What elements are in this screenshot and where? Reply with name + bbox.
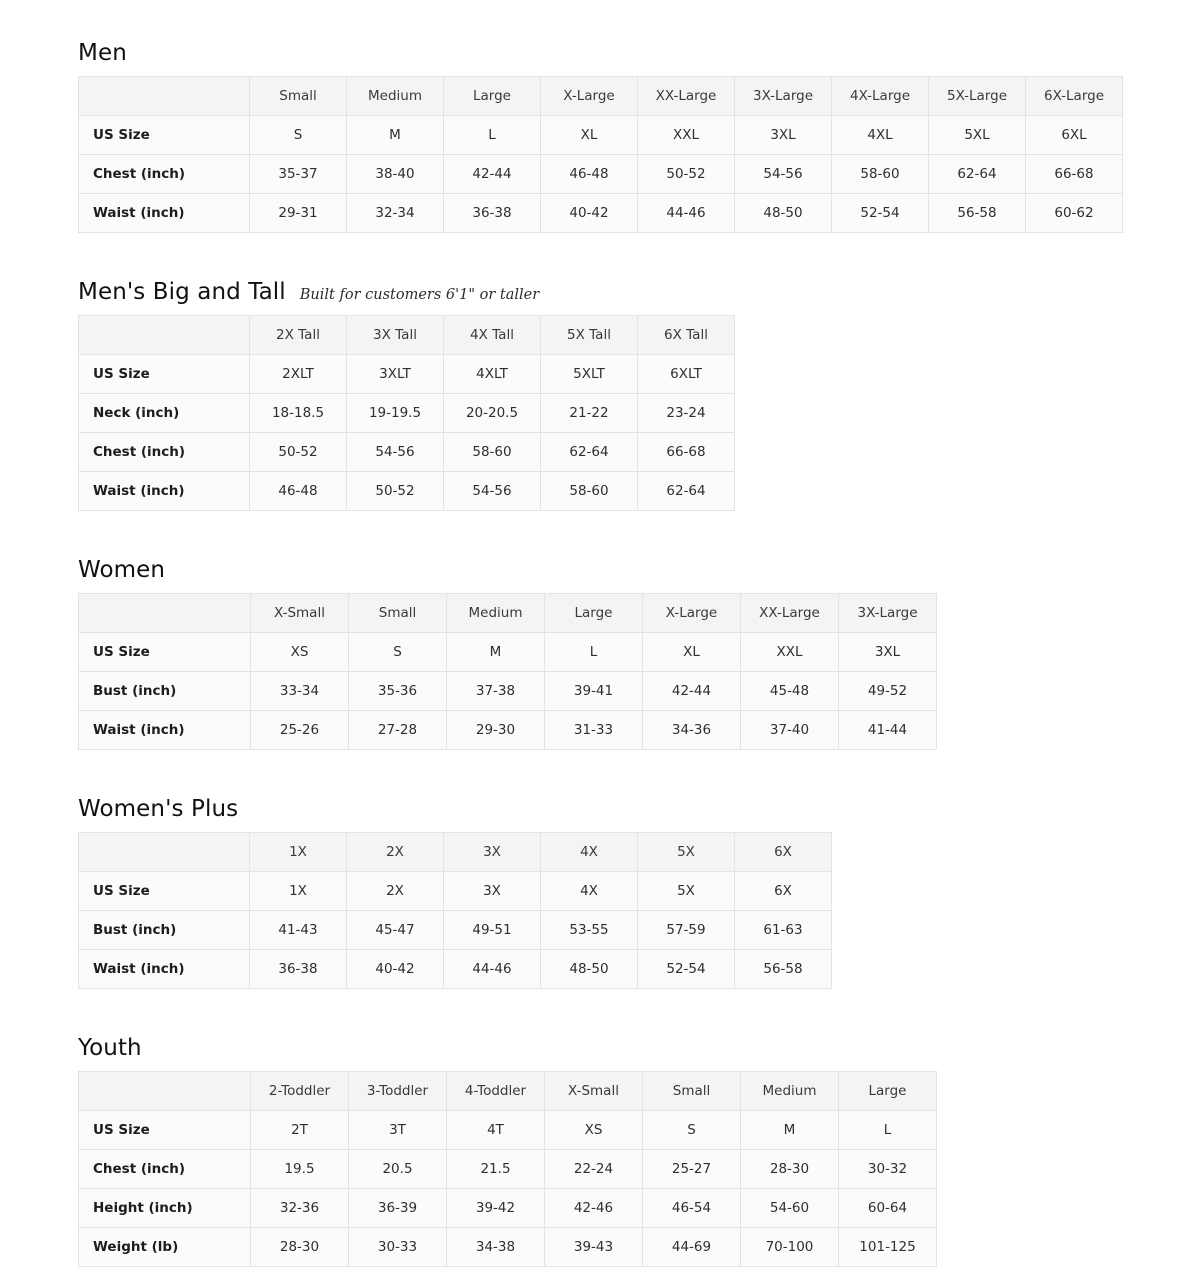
section-spacer bbox=[78, 750, 1128, 796]
table-cell: 58-60 bbox=[541, 472, 638, 511]
section-spacer bbox=[78, 511, 1128, 557]
table-cell: 50-52 bbox=[347, 472, 444, 511]
size-table bbox=[78, 832, 832, 989]
table-cell: 44-46 bbox=[444, 950, 541, 989]
table-cell: 49-51 bbox=[444, 911, 541, 950]
table-cell: S bbox=[349, 633, 447, 672]
size-section bbox=[0, 989, 1200, 1267]
column-header: Large bbox=[444, 77, 541, 116]
row-header: Chest (inch) bbox=[79, 155, 250, 194]
column-header: XX-Large bbox=[638, 77, 735, 116]
section-note: Built for customers 6'1" or taller bbox=[299, 287, 540, 303]
section-title: Men's Big and Tall bbox=[78, 279, 286, 305]
table-row bbox=[79, 711, 937, 750]
table-cell: 30-33 bbox=[349, 1228, 447, 1267]
column-header: Medium bbox=[347, 77, 444, 116]
size-section bbox=[0, 0, 1200, 233]
table-cell: 4X bbox=[541, 872, 638, 911]
table-cell: 3X bbox=[444, 872, 541, 911]
table-cell: 27-28 bbox=[349, 711, 447, 750]
table-cell: 58-60 bbox=[832, 155, 929, 194]
table-cell: 62-64 bbox=[541, 433, 638, 472]
column-header: 5X Tall bbox=[541, 316, 638, 355]
table-cell: 50-52 bbox=[250, 433, 347, 472]
section-title: Women bbox=[78, 557, 166, 583]
table-row bbox=[79, 1150, 937, 1189]
row-header: US Size bbox=[79, 633, 251, 672]
table-cell: 29-30 bbox=[447, 711, 545, 750]
table-row bbox=[79, 433, 735, 472]
table-cell: 28-30 bbox=[741, 1150, 839, 1189]
table-cell: M bbox=[741, 1111, 839, 1150]
size-section bbox=[0, 750, 1200, 989]
table-cell: 58-60 bbox=[444, 433, 541, 472]
table-cell: 44-69 bbox=[643, 1228, 741, 1267]
column-header: Small bbox=[250, 77, 347, 116]
column-header: 2-Toddler bbox=[251, 1072, 349, 1111]
table-cell: 66-68 bbox=[638, 433, 735, 472]
column-header: 5X bbox=[638, 833, 735, 872]
table-cell: 6XL bbox=[1026, 116, 1123, 155]
table-cell: L bbox=[444, 116, 541, 155]
table-cell: 3XL bbox=[735, 116, 832, 155]
table-cell: 2X bbox=[347, 872, 444, 911]
table-cell: 37-38 bbox=[447, 672, 545, 711]
column-header: Medium bbox=[447, 594, 545, 633]
section-header bbox=[78, 279, 1128, 305]
table-corner-cell bbox=[79, 594, 251, 633]
column-header: X-Large bbox=[541, 77, 638, 116]
table-cell: 62-64 bbox=[638, 472, 735, 511]
table-cell: 46-48 bbox=[250, 472, 347, 511]
table-cell: 4T bbox=[447, 1111, 545, 1150]
table-cell: 21.5 bbox=[447, 1150, 545, 1189]
table-cell: 20-20.5 bbox=[444, 394, 541, 433]
column-header: 5X-Large bbox=[929, 77, 1026, 116]
table-row bbox=[79, 116, 1123, 155]
table-cell: 34-38 bbox=[447, 1228, 545, 1267]
table-cell: 5X bbox=[638, 872, 735, 911]
table-cell: 32-36 bbox=[251, 1189, 349, 1228]
table-cell: 35-37 bbox=[250, 155, 347, 194]
row-header: Bust (inch) bbox=[79, 672, 251, 711]
table-cell: 32-34 bbox=[347, 194, 444, 233]
table-cell: 44-46 bbox=[638, 194, 735, 233]
column-header: Large bbox=[839, 1072, 937, 1111]
table-cell: 5XLT bbox=[541, 355, 638, 394]
table-cell: S bbox=[643, 1111, 741, 1150]
section-title: Men bbox=[78, 40, 127, 66]
section-spacer bbox=[78, 233, 1128, 279]
table-cell: 54-60 bbox=[741, 1189, 839, 1228]
table-corner-cell bbox=[79, 833, 250, 872]
table-cell: 1X bbox=[250, 872, 347, 911]
table-cell: 60-64 bbox=[839, 1189, 937, 1228]
table-cell: 61-63 bbox=[735, 911, 832, 950]
row-header: Neck (inch) bbox=[79, 394, 250, 433]
table-cell: 54-56 bbox=[735, 155, 832, 194]
column-header: 3X-Large bbox=[735, 77, 832, 116]
size-table bbox=[78, 315, 735, 511]
section-spacer bbox=[78, 0, 1128, 40]
table-cell: 29-31 bbox=[250, 194, 347, 233]
table-cell: 38-40 bbox=[347, 155, 444, 194]
column-header: 6X-Large bbox=[1026, 77, 1123, 116]
table-cell: 25-26 bbox=[251, 711, 349, 750]
column-header: Small bbox=[643, 1072, 741, 1111]
table-cell: 25-27 bbox=[643, 1150, 741, 1189]
table-row bbox=[79, 1111, 937, 1150]
table-cell: 40-42 bbox=[347, 950, 444, 989]
column-header: X-Small bbox=[545, 1072, 643, 1111]
table-cell: 34-36 bbox=[643, 711, 741, 750]
table-cell: 31-33 bbox=[545, 711, 643, 750]
table-row bbox=[79, 633, 937, 672]
column-header: Medium bbox=[741, 1072, 839, 1111]
column-header: 6X bbox=[735, 833, 832, 872]
column-header: 3X-Large bbox=[839, 594, 937, 633]
table-cell: 36-38 bbox=[250, 950, 347, 989]
table-cell: 37-40 bbox=[741, 711, 839, 750]
table-cell: 54-56 bbox=[444, 472, 541, 511]
table-cell: 70-100 bbox=[741, 1228, 839, 1267]
table-cell: 41-43 bbox=[250, 911, 347, 950]
section-header bbox=[78, 557, 1128, 583]
table-header-row bbox=[79, 77, 1123, 116]
table-cell: 19.5 bbox=[251, 1150, 349, 1189]
table-cell: 101-125 bbox=[839, 1228, 937, 1267]
size-table bbox=[78, 76, 1123, 233]
size-section bbox=[0, 233, 1200, 511]
table-cell: 66-68 bbox=[1026, 155, 1123, 194]
row-header: US Size bbox=[79, 1111, 251, 1150]
table-cell: 4XLT bbox=[444, 355, 541, 394]
column-header: 2X Tall bbox=[250, 316, 347, 355]
row-header: Chest (inch) bbox=[79, 1150, 251, 1189]
table-cell: 3XL bbox=[839, 633, 937, 672]
table-cell: M bbox=[447, 633, 545, 672]
table-cell: 30-32 bbox=[839, 1150, 937, 1189]
table-row bbox=[79, 394, 735, 433]
table-cell: 6XLT bbox=[638, 355, 735, 394]
table-cell: 35-36 bbox=[349, 672, 447, 711]
table-cell: 39-41 bbox=[545, 672, 643, 711]
row-header: US Size bbox=[79, 872, 250, 911]
table-cell: 2T bbox=[251, 1111, 349, 1150]
column-header: 4X bbox=[541, 833, 638, 872]
table-cell: 42-44 bbox=[643, 672, 741, 711]
table-row bbox=[79, 950, 832, 989]
table-cell: 46-54 bbox=[643, 1189, 741, 1228]
table-cell: L bbox=[545, 633, 643, 672]
table-cell: 3XLT bbox=[347, 355, 444, 394]
table-cell: 48-50 bbox=[735, 194, 832, 233]
row-header: Waist (inch) bbox=[79, 711, 251, 750]
column-header: 3X bbox=[444, 833, 541, 872]
table-cell: XL bbox=[643, 633, 741, 672]
size-section bbox=[0, 511, 1200, 750]
row-header: Weight (lb) bbox=[79, 1228, 251, 1267]
row-header: Waist (inch) bbox=[79, 950, 250, 989]
table-row bbox=[79, 872, 832, 911]
table-cell: 6X bbox=[735, 872, 832, 911]
table-row bbox=[79, 155, 1123, 194]
table-cell: 48-50 bbox=[541, 950, 638, 989]
section-title: Women's Plus bbox=[78, 796, 239, 822]
section-title: Youth bbox=[78, 1035, 142, 1061]
column-header: Large bbox=[545, 594, 643, 633]
table-cell: 50-52 bbox=[638, 155, 735, 194]
row-header: Bust (inch) bbox=[79, 911, 250, 950]
table-cell: 4XL bbox=[832, 116, 929, 155]
table-cell: 28-30 bbox=[251, 1228, 349, 1267]
table-cell: 39-42 bbox=[447, 1189, 545, 1228]
column-header: 4X-Large bbox=[832, 77, 929, 116]
table-cell: 46-48 bbox=[541, 155, 638, 194]
table-row bbox=[79, 1189, 937, 1228]
table-cell: 56-58 bbox=[929, 194, 1026, 233]
table-row bbox=[79, 1228, 937, 1267]
table-cell: 2XLT bbox=[250, 355, 347, 394]
table-cell: XS bbox=[545, 1111, 643, 1150]
row-header: Height (inch) bbox=[79, 1189, 251, 1228]
table-cell: 60-62 bbox=[1026, 194, 1123, 233]
table-cell: 62-64 bbox=[929, 155, 1026, 194]
table-cell: 39-43 bbox=[545, 1228, 643, 1267]
table-cell: 56-58 bbox=[735, 950, 832, 989]
table-cell: XS bbox=[251, 633, 349, 672]
table-row bbox=[79, 472, 735, 511]
table-cell: 36-39 bbox=[349, 1189, 447, 1228]
table-header-row bbox=[79, 1072, 937, 1111]
table-cell: 40-42 bbox=[541, 194, 638, 233]
table-cell: 20.5 bbox=[349, 1150, 447, 1189]
row-header: Waist (inch) bbox=[79, 194, 250, 233]
table-cell: 33-34 bbox=[251, 672, 349, 711]
table-cell: 21-22 bbox=[541, 394, 638, 433]
section-header bbox=[78, 1035, 1128, 1061]
table-cell: 57-59 bbox=[638, 911, 735, 950]
table-cell: XL bbox=[541, 116, 638, 155]
table-corner-cell bbox=[79, 77, 250, 116]
table-cell: 19-19.5 bbox=[347, 394, 444, 433]
table-row bbox=[79, 672, 937, 711]
table-cell: 45-48 bbox=[741, 672, 839, 711]
table-header-row bbox=[79, 594, 937, 633]
column-header: 1X bbox=[250, 833, 347, 872]
table-corner-cell bbox=[79, 1072, 251, 1111]
row-header: US Size bbox=[79, 116, 250, 155]
table-header-row bbox=[79, 833, 832, 872]
section-header bbox=[78, 40, 1128, 66]
table-row bbox=[79, 194, 1123, 233]
table-row bbox=[79, 355, 735, 394]
column-header: 3-Toddler bbox=[349, 1072, 447, 1111]
table-cell: 49-52 bbox=[839, 672, 937, 711]
table-cell: 42-44 bbox=[444, 155, 541, 194]
table-corner-cell bbox=[79, 316, 250, 355]
column-header: Small bbox=[349, 594, 447, 633]
table-row bbox=[79, 911, 832, 950]
column-header: XX-Large bbox=[741, 594, 839, 633]
column-header: 4-Toddler bbox=[447, 1072, 545, 1111]
column-header: 2X bbox=[347, 833, 444, 872]
table-cell: XXL bbox=[638, 116, 735, 155]
column-header: 4X Tall bbox=[444, 316, 541, 355]
table-cell: 42-46 bbox=[545, 1189, 643, 1228]
table-header-row bbox=[79, 316, 735, 355]
table-cell: XXL bbox=[741, 633, 839, 672]
column-header: 3X Tall bbox=[347, 316, 444, 355]
table-cell: 36-38 bbox=[444, 194, 541, 233]
table-cell: 41-44 bbox=[839, 711, 937, 750]
table-cell: 45-47 bbox=[347, 911, 444, 950]
table-cell: 52-54 bbox=[638, 950, 735, 989]
size-table bbox=[78, 593, 937, 750]
table-cell: M bbox=[347, 116, 444, 155]
table-cell: 3T bbox=[349, 1111, 447, 1150]
section-header bbox=[78, 796, 1128, 822]
table-cell: 54-56 bbox=[347, 433, 444, 472]
column-header: X-Large bbox=[643, 594, 741, 633]
table-cell: 23-24 bbox=[638, 394, 735, 433]
row-header: Chest (inch) bbox=[79, 433, 250, 472]
row-header: US Size bbox=[79, 355, 250, 394]
column-header: X-Small bbox=[251, 594, 349, 633]
row-header: Waist (inch) bbox=[79, 472, 250, 511]
table-cell: 5XL bbox=[929, 116, 1026, 155]
section-spacer bbox=[78, 989, 1128, 1035]
table-cell: S bbox=[250, 116, 347, 155]
table-cell: 53-55 bbox=[541, 911, 638, 950]
table-cell: 18-18.5 bbox=[250, 394, 347, 433]
table-cell: 52-54 bbox=[832, 194, 929, 233]
size-table bbox=[78, 1071, 937, 1267]
column-header: 6X Tall bbox=[638, 316, 735, 355]
table-cell: 22-24 bbox=[545, 1150, 643, 1189]
table-cell: L bbox=[839, 1111, 937, 1150]
